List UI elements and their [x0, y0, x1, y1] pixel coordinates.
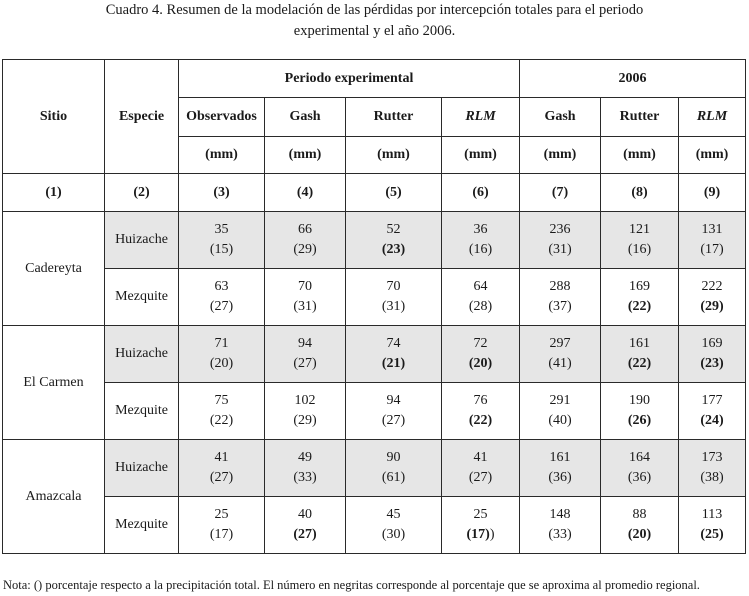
cell-percentage-line — [179, 468, 264, 488]
data-cell — [179, 497, 265, 554]
cell-value: 64 — [473, 279, 488, 294]
cell-percentage-line — [346, 468, 441, 488]
col-number-7: (7) — [520, 174, 601, 212]
header-especie: Especie — [105, 60, 179, 174]
cell-percentage: (33) — [548, 527, 572, 542]
cell-percentage-line — [601, 297, 678, 317]
caption-line-1: Cuadro 4. Resumen de la modelación de las pérdidas por intercepción totales para el periodo — [105, 2, 644, 18]
data-cell — [601, 440, 679, 497]
header-rlm-2006: RLM — [679, 98, 746, 137]
cell-percentage: (20) — [468, 356, 493, 371]
cell-percentage: (40) — [548, 413, 572, 428]
cell-percentage-line — [265, 354, 345, 374]
cell-percentage-line — [601, 411, 678, 431]
col-number-6: (6) — [442, 174, 520, 212]
cell-percentage: (22) — [468, 413, 493, 428]
header-gash-2006: Gash — [520, 98, 601, 137]
cell-value: 36 — [473, 222, 488, 237]
data-cell — [179, 269, 265, 326]
data-cell — [601, 497, 679, 554]
table-note: Nota: () porcentaje respecto a la precipitación total. El número en negritas corresponde al porcentaje que se aproxima al promedio regional. — [3, 578, 700, 592]
data-cell — [442, 212, 520, 269]
cell-percentage: (31) — [548, 242, 572, 257]
cell-percentage-line — [520, 240, 600, 260]
table-row — [3, 212, 746, 269]
cell-value: 41 — [214, 450, 229, 465]
cell-percentage: (26) — [627, 413, 652, 428]
cell-percentage: (23) — [700, 356, 724, 371]
cell-value: 173 — [701, 450, 723, 465]
header-observados: Observados — [179, 98, 265, 137]
data-cell — [601, 269, 679, 326]
cell-percentage-line — [679, 468, 745, 488]
cell-percentage: (41) — [548, 356, 572, 371]
cell-value: 291 — [549, 393, 571, 408]
cell-value: 75 — [214, 393, 229, 408]
cell-value: 63 — [214, 279, 229, 294]
cell-percentage: (28) — [468, 299, 493, 314]
col-number-8: (8) — [601, 174, 679, 212]
data-cell — [346, 440, 442, 497]
data-cell — [179, 383, 265, 440]
cell-value: 76 — [473, 393, 488, 408]
cell-percentage-line — [442, 297, 519, 317]
cell-value: 70 — [298, 279, 312, 294]
species-name: Mezquite — [105, 269, 179, 326]
cell-percentage: (22) — [627, 356, 652, 371]
data-cell — [520, 269, 601, 326]
cell-percentage: (27) — [209, 470, 234, 485]
species-name: Mezquite — [105, 497, 179, 554]
cell-percentage-line — [442, 468, 519, 488]
cell-value: 25 — [214, 507, 229, 522]
cell-percentage: (17) — [209, 527, 234, 542]
cell-value: 88 — [632, 507, 647, 522]
data-cell — [265, 269, 346, 326]
unit-rutter-periodo: (mm) — [346, 137, 442, 174]
data-cell — [265, 383, 346, 440]
header-gash-periodo: Gash — [265, 98, 346, 137]
cell-value: 131 — [701, 222, 723, 237]
cell-percentage: (27) — [293, 527, 317, 542]
cell-value: 169 — [701, 336, 723, 351]
cell-percentage-line — [346, 354, 441, 374]
cell-value: 49 — [298, 450, 312, 465]
cell-percentage: (20) — [209, 356, 234, 371]
cell-percentage: (24) — [700, 413, 724, 428]
cell-value: 190 — [629, 393, 650, 408]
data-cell — [346, 497, 442, 554]
cell-percentage: (29) — [700, 299, 724, 314]
cell-percentage-line — [265, 240, 345, 260]
cell-value: 177 — [701, 393, 723, 408]
table-row — [3, 269, 746, 326]
table-body — [3, 212, 746, 554]
cell-percentage-line — [346, 525, 441, 545]
species-name: Mezquite — [105, 383, 179, 440]
cell-percentage-line — [679, 297, 745, 317]
cell-percentage: (29) — [293, 413, 317, 428]
cell-value: 297 — [549, 336, 571, 351]
cell-percentage: (27) — [293, 356, 317, 371]
data-cell — [679, 269, 746, 326]
data-cell — [179, 326, 265, 383]
table-row — [3, 440, 746, 497]
cell-percentage-line — [265, 525, 345, 545]
col-number-2: (2) — [105, 174, 179, 212]
cell-percentage-line — [179, 411, 264, 431]
unit-rutter-2006: (mm) — [601, 137, 679, 174]
col-number-3: (3) — [179, 174, 265, 212]
cell-percentage: (23) — [381, 242, 406, 257]
cell-percentage-line — [346, 411, 441, 431]
cell-percentage-line — [442, 354, 519, 374]
data-cell — [179, 212, 265, 269]
data-cell — [346, 383, 442, 440]
site-name: Cadereyta — [3, 212, 105, 326]
interception-table — [2, 59, 746, 554]
cell-value: 40 — [298, 507, 312, 522]
cell-value: 94 — [298, 336, 312, 351]
unit-observados: (mm) — [179, 137, 265, 174]
cell-value: 52 — [386, 222, 401, 237]
header-rlm-periodo: RLM — [442, 98, 520, 137]
cell-percentage: (37) — [548, 299, 572, 314]
data-cell — [679, 497, 746, 554]
cell-value: 90 — [386, 450, 401, 465]
data-cell — [679, 383, 746, 440]
data-cell — [265, 440, 346, 497]
data-cell — [520, 497, 601, 554]
data-cell — [679, 212, 746, 269]
cell-percentage-line — [179, 297, 264, 317]
unit-gash-2006: (mm) — [520, 137, 601, 174]
species-name: Huizache — [105, 440, 179, 497]
site-name: El Carmen — [3, 326, 105, 440]
cell-value: 161 — [549, 450, 571, 465]
cell-percentage-line — [679, 411, 745, 431]
header-sitio: Sitio — [3, 60, 105, 174]
cell-percentage-line — [179, 354, 264, 374]
cell-percentage-line — [265, 468, 345, 488]
data-cell — [265, 326, 346, 383]
cell-percentage-line — [520, 297, 600, 317]
cell-value: 288 — [549, 279, 571, 294]
cell-percentage-line — [520, 525, 600, 545]
cell-value: 236 — [549, 222, 571, 237]
cell-percentage-line — [442, 525, 519, 545]
cell-percentage: (25) — [700, 527, 724, 542]
species-name: Huizache — [105, 326, 179, 383]
cell-percentage: (61) — [381, 470, 406, 485]
cell-percentage: (38) — [700, 470, 724, 485]
cell-percentage: (21) — [381, 356, 406, 371]
data-cell — [520, 383, 601, 440]
cell-value: 25 — [473, 507, 488, 522]
cell-percentage: (22) — [209, 413, 234, 428]
cell-value: 74 — [386, 336, 401, 351]
cell-value: 113 — [701, 507, 723, 522]
unit-rlm-periodo: (mm) — [442, 137, 520, 174]
cell-percentage-line — [520, 354, 600, 374]
cell-percentage-line — [601, 240, 678, 260]
header-rutter-periodo: Rutter — [346, 98, 442, 137]
cell-percentage: (29) — [293, 242, 317, 257]
cell-value: 148 — [549, 507, 571, 522]
cell-percentage: (30) — [381, 527, 406, 542]
cell-percentage-line — [601, 354, 678, 374]
data-cell — [601, 326, 679, 383]
cell-percentage: (16) — [468, 242, 493, 257]
cell-value: 161 — [629, 336, 650, 351]
unit-gash-periodo: (mm) — [265, 137, 346, 174]
cell-percentage-suffix: ) — [489, 527, 495, 542]
cell-percentage-line — [520, 468, 600, 488]
cell-percentage-line — [265, 411, 345, 431]
header-2006: 2006 — [520, 60, 746, 98]
data-cell — [265, 212, 346, 269]
cell-percentage: (36) — [627, 470, 652, 485]
data-cell — [442, 326, 520, 383]
cell-percentage-line — [179, 525, 264, 545]
cell-percentage: (27) — [468, 470, 493, 485]
data-cell — [346, 212, 442, 269]
cell-value: 70 — [386, 279, 401, 294]
cell-percentage-line — [346, 240, 441, 260]
table-caption — [0, 0, 749, 42]
data-cell — [346, 326, 442, 383]
data-cell — [601, 212, 679, 269]
species-name: Huizache — [105, 212, 179, 269]
cell-percentage-line — [601, 468, 678, 488]
site-name: Amazcala — [3, 440, 105, 554]
cell-percentage-line — [520, 411, 600, 431]
table-row — [3, 326, 746, 383]
col-number-1: (1) — [3, 174, 105, 212]
unit-rlm-2006: (mm) — [679, 137, 746, 174]
col-number-9: (9) — [679, 174, 746, 212]
cell-percentage: (31) — [293, 299, 317, 314]
cell-percentage-line — [679, 525, 745, 545]
cell-percentage-line — [442, 240, 519, 260]
cell-value: 45 — [386, 507, 401, 522]
data-cell — [679, 440, 746, 497]
data-cell — [520, 212, 601, 269]
header-periodo-experimental: Periodo experimental — [179, 60, 520, 98]
cell-percentage: (17) — [700, 242, 724, 257]
cell-percentage: (15) — [209, 242, 234, 257]
data-cell — [179, 440, 265, 497]
cell-percentage-line — [601, 525, 678, 545]
cell-percentage: (16) — [627, 242, 652, 257]
data-cell — [601, 383, 679, 440]
cell-value: 121 — [629, 222, 650, 237]
data-cell — [520, 326, 601, 383]
cell-percentage: (20) — [627, 527, 652, 542]
cell-percentage: (31) — [381, 299, 406, 314]
cell-percentage: (17) — [466, 527, 490, 542]
cell-percentage: (27) — [381, 413, 406, 428]
cell-percentage: (22) — [627, 299, 652, 314]
data-cell — [520, 440, 601, 497]
cell-percentage: (27) — [209, 299, 234, 314]
data-cell — [265, 497, 346, 554]
table-row — [3, 383, 746, 440]
caption-line-2: experimental y el año 2006. — [293, 23, 456, 39]
cell-percentage-line — [442, 411, 519, 431]
cell-value: 94 — [386, 393, 401, 408]
cell-value: 72 — [473, 336, 488, 351]
data-cell — [346, 269, 442, 326]
cell-percentage-line — [346, 297, 441, 317]
col-number-4: (4) — [265, 174, 346, 212]
cell-percentage: (36) — [548, 470, 572, 485]
col-number-5: (5) — [346, 174, 442, 212]
data-cell — [442, 383, 520, 440]
cell-value: 35 — [214, 222, 229, 237]
data-cell — [442, 440, 520, 497]
data-cell — [442, 497, 520, 554]
cell-value: 66 — [298, 222, 312, 237]
cell-value: 102 — [294, 393, 316, 408]
cell-percentage-line — [679, 354, 745, 374]
cell-percentage: (33) — [293, 470, 317, 485]
cell-value: 41 — [473, 450, 488, 465]
cell-percentage-line — [679, 240, 745, 260]
cell-value: 71 — [214, 336, 229, 351]
cell-value: 164 — [629, 450, 650, 465]
cell-percentage-line — [265, 297, 345, 317]
data-cell — [679, 326, 746, 383]
data-cell — [442, 269, 520, 326]
cell-value: 169 — [629, 279, 650, 294]
table-row — [3, 497, 746, 554]
header-rutter-2006: Rutter — [601, 98, 679, 137]
cell-percentage-line — [179, 240, 264, 260]
cell-value: 222 — [701, 279, 723, 294]
